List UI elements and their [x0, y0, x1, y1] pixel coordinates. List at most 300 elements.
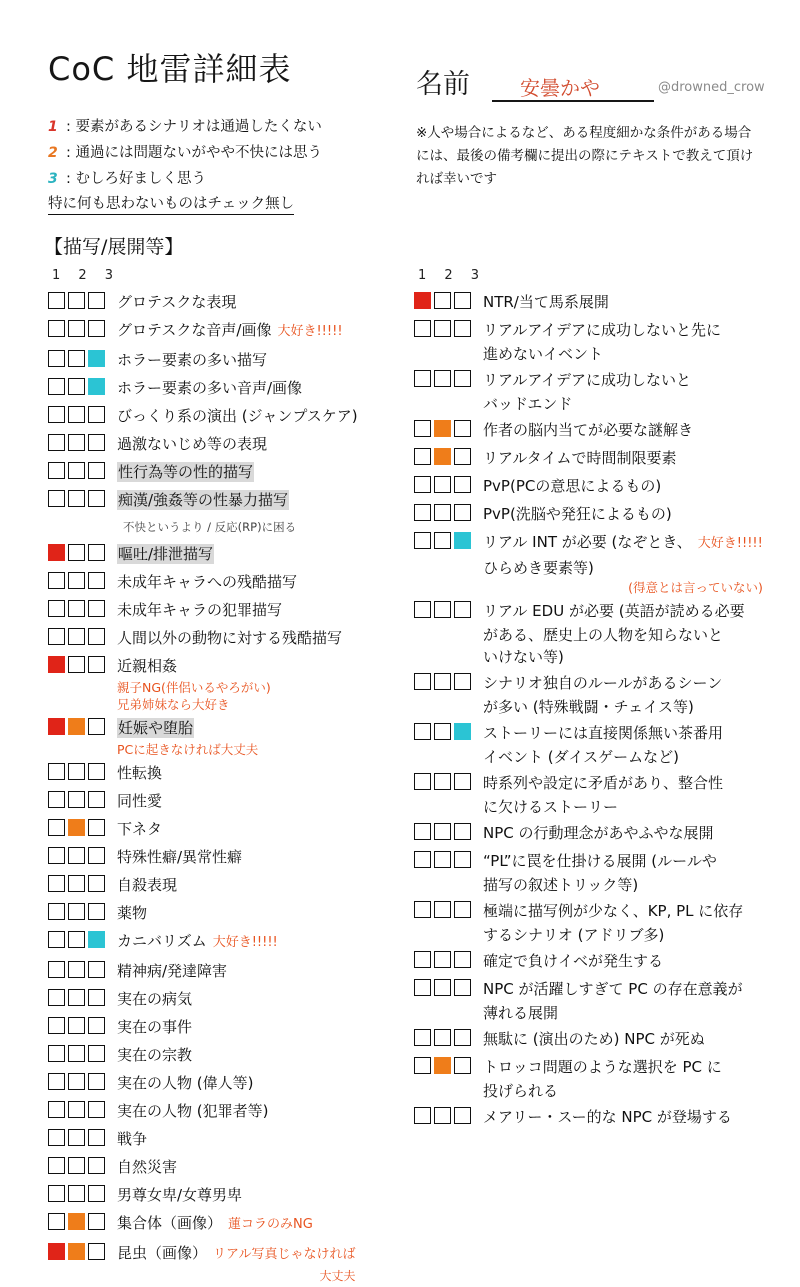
checkbox-level-3[interactable] [88, 292, 105, 309]
checkbox-level-3[interactable] [454, 1107, 471, 1124]
legend-number-1: 1 [48, 119, 58, 135]
checklist-row [414, 1104, 784, 1130]
checklist-label-text: 時系列や設定に矛盾があり、整合性 [483, 774, 724, 792]
checkbox-level-1[interactable] [414, 851, 431, 868]
checkbox-level-3[interactable] [454, 851, 471, 868]
checklist-label-text: リアル INT が必要 (なぞとき、 [483, 533, 692, 551]
checklist-label [117, 1042, 192, 1068]
checkbox-level-1[interactable] [48, 350, 65, 367]
checkbox-level-1[interactable] [48, 462, 65, 479]
checklist-annotation: 蓮コラのみNG [228, 1217, 313, 1232]
checkbox-level-3[interactable] [88, 462, 105, 479]
checklist-label [483, 289, 609, 315]
column-header-right: 1 2 3 [418, 268, 487, 283]
checklist-subnote: PCに起きなければ大丈夫 [117, 742, 259, 757]
legend-item-1 [48, 118, 408, 136]
checklist-label [117, 459, 254, 485]
checkbox-level-3[interactable] [88, 875, 105, 892]
checkbox-level-2[interactable] [68, 819, 85, 836]
checkbox-level-3[interactable] [88, 406, 105, 423]
checklist-row [48, 541, 408, 567]
checklist-row [48, 653, 408, 713]
checklist-column-right [414, 268, 784, 1132]
checkbox-level-2[interactable] [68, 1017, 85, 1034]
checklist-row [414, 1054, 784, 1102]
checkbox-level-3[interactable] [454, 292, 471, 309]
checkbox-level-1[interactable] [48, 406, 65, 423]
checklist-label-text: PvP(PCの意思によるもの) [483, 477, 662, 495]
checkbox-level-3[interactable] [88, 656, 105, 673]
checklist-label [117, 1098, 268, 1124]
submission-note: ※人や場合によるなど、ある程度細かな条件がある場合には、最後の備考欄に提出の際にテキストで教えて頂ければ幸いです [416, 125, 754, 187]
checkbox-group [414, 417, 471, 437]
checkbox-level-1[interactable] [48, 718, 65, 735]
legend-item-2 [48, 144, 408, 162]
checklist-label [117, 1014, 192, 1040]
checkbox-level-1[interactable] [414, 979, 431, 996]
checkbox-group [414, 445, 471, 465]
checklist-label-continued: 投げられる [483, 1082, 559, 1100]
checkbox-level-2[interactable] [434, 292, 451, 309]
name-value: 安曇かや [520, 76, 600, 100]
checkbox-group [414, 1026, 471, 1046]
checkbox-level-3[interactable] [88, 791, 105, 808]
checkbox-level-3[interactable] [454, 601, 471, 618]
checklist-label-text: 確定で負けイベが発生する [483, 952, 664, 970]
checklist-label [117, 289, 236, 315]
checklist-label-text: 自殺表現 [117, 876, 178, 894]
checkbox-group [48, 760, 105, 780]
checkbox-level-3[interactable] [88, 819, 105, 836]
checkbox-group [48, 900, 105, 920]
legend-number-2: 2 [48, 145, 58, 161]
checklist-subnote: 兄弟姉妹なら大好き [117, 697, 230, 712]
checkbox-level-3[interactable] [88, 544, 105, 561]
checkbox-group [48, 986, 105, 1006]
checkbox-level-3[interactable] [88, 1213, 105, 1230]
checkbox-level-3[interactable] [454, 370, 471, 387]
checkbox-level-2[interactable] [68, 628, 85, 645]
checkbox-level-1[interactable] [48, 1073, 65, 1090]
checkbox-level-2[interactable] [434, 320, 451, 337]
checklist-row [414, 317, 784, 365]
checklist-row [48, 347, 408, 373]
checklist-row [414, 898, 784, 946]
checklist-label [117, 1126, 147, 1152]
checklist-row [414, 598, 784, 668]
checklist-row [414, 770, 784, 818]
checklist-label-continued: バッドエンド [483, 395, 573, 413]
checkbox-level-2[interactable] [434, 1107, 451, 1124]
checkbox-level-1[interactable] [414, 1057, 431, 1074]
checkbox-level-2[interactable] [434, 723, 451, 740]
checkbox-level-2[interactable] [68, 406, 85, 423]
checkbox-level-1[interactable] [48, 628, 65, 645]
checkbox-level-1[interactable] [414, 1107, 431, 1124]
checklist-label [117, 487, 408, 539]
checkbox-level-1[interactable] [48, 572, 65, 589]
checkbox-level-1[interactable] [48, 1185, 65, 1202]
checklist-label-continued: が多い (特殊戦闘・チェイス等) [483, 698, 694, 716]
checkbox-level-3[interactable] [88, 847, 105, 864]
checklist-row [48, 715, 408, 758]
checkbox-level-3[interactable] [88, 600, 105, 617]
checkbox-level-3[interactable] [88, 1101, 105, 1118]
checkbox-level-2[interactable] [434, 773, 451, 790]
checklist-label-text: 過激ないじめ等の表現 [117, 435, 268, 453]
checkbox-level-3[interactable] [88, 763, 105, 780]
checkbox-level-3[interactable] [454, 504, 471, 521]
checkbox-level-2[interactable] [434, 504, 451, 521]
checkbox-level-2[interactable] [68, 1157, 85, 1174]
checklist-label-continued-2: いけない等) [483, 648, 564, 666]
checkbox-level-1[interactable] [48, 1101, 65, 1118]
checkbox-level-2[interactable] [68, 961, 85, 978]
checklist-label [117, 715, 258, 741]
checklist-row [48, 375, 408, 401]
checklist-label-text: リアルアイデアに成功しないと先に [483, 321, 722, 339]
checklist-label [483, 367, 691, 393]
checkbox-level-3[interactable] [88, 1073, 105, 1090]
checkbox-level-2[interactable] [68, 600, 85, 617]
checkbox-level-3[interactable] [88, 1157, 105, 1174]
checkbox-level-1[interactable] [414, 370, 431, 387]
checkbox-group [48, 541, 105, 561]
checkbox-level-1[interactable] [414, 723, 431, 740]
checkbox-level-3[interactable] [454, 951, 471, 968]
checkbox-level-2[interactable] [68, 656, 85, 673]
checkbox-level-3[interactable] [454, 448, 471, 465]
checklist-label [117, 760, 162, 786]
checkbox-level-2[interactable] [434, 1057, 451, 1074]
checkbox-level-2[interactable] [68, 462, 85, 479]
checkbox-level-1[interactable] [48, 544, 65, 561]
checkbox-group [414, 289, 471, 309]
checklist-label-continued: 進めないイベント [483, 345, 604, 363]
checkbox-level-3[interactable] [454, 1057, 471, 1074]
checklist-row [414, 976, 784, 1024]
checkbox-group [414, 848, 471, 868]
checklist-label [483, 720, 723, 746]
checkbox-group [414, 670, 471, 690]
checkbox-level-1[interactable] [48, 961, 65, 978]
checklist-label [117, 816, 162, 842]
checkbox-level-3[interactable] [88, 1017, 105, 1034]
checkbox-level-1[interactable] [48, 1129, 65, 1146]
checklist-row [414, 445, 784, 471]
checkbox-level-2[interactable] [68, 791, 85, 808]
checklist-row [48, 1240, 408, 1285]
checkbox-group [48, 1154, 105, 1174]
checkbox-level-1[interactable] [414, 951, 431, 968]
checkbox-level-1[interactable] [414, 292, 431, 309]
checkbox-level-3[interactable] [88, 1129, 105, 1146]
checkbox-level-1[interactable] [48, 763, 65, 780]
checkbox-level-1[interactable] [48, 931, 65, 948]
checkbox-group [48, 487, 105, 507]
checkbox-level-1[interactable] [48, 1213, 65, 1230]
checkbox-level-3[interactable] [88, 903, 105, 920]
checkbox-level-3[interactable] [454, 476, 471, 493]
checkbox-level-2[interactable] [68, 931, 85, 948]
checklist-row [48, 487, 408, 539]
checkbox-level-2[interactable] [68, 1101, 85, 1118]
checkbox-level-2[interactable] [68, 572, 85, 589]
checkbox-group [48, 1014, 105, 1034]
checkbox-level-1[interactable] [414, 532, 431, 549]
checkbox-level-2[interactable] [68, 320, 85, 337]
checkbox-group [48, 844, 105, 864]
checklist-label-text: 人間以外の動物に対する残酷描写 [117, 629, 343, 647]
checklist-row [414, 948, 784, 974]
checklist-label-text: 性転換 [117, 764, 163, 782]
checklist-label-text: 実在の人物 (偉人等) [117, 1074, 254, 1092]
checkbox-group [48, 1042, 105, 1062]
checkbox-level-1[interactable] [48, 320, 65, 337]
checklist-label-text: 近親相姦 [117, 657, 178, 675]
checklist-label [117, 958, 227, 984]
checkbox-group [48, 872, 105, 892]
checkbox-level-1[interactable] [414, 504, 431, 521]
checklist-subnote: 親子NG(伴侶いるやろがい) [117, 680, 271, 695]
checkbox-group [48, 569, 105, 589]
checkbox-level-1[interactable] [48, 819, 65, 836]
checklist-label-text: NPC の行動理念があやふやな展開 [483, 824, 714, 842]
checkbox-level-1[interactable] [414, 320, 431, 337]
checkbox-level-3[interactable] [88, 1185, 105, 1202]
checklist-side-comment: 不快というより / 反応(RP)に困る [123, 519, 297, 534]
checklist-label-text: 実在の人物 (犯罪者等) [117, 1102, 269, 1120]
checkbox-level-1[interactable] [414, 901, 431, 918]
checklist-label-text: グロテスクな音声/画像 [117, 321, 272, 339]
checklist-label [483, 948, 663, 974]
checkbox-level-1[interactable] [48, 292, 65, 309]
checkbox-level-2[interactable] [68, 763, 85, 780]
checkbox-level-1[interactable] [48, 875, 65, 892]
checkbox-level-3[interactable] [88, 931, 105, 948]
checkbox-level-2[interactable] [434, 1029, 451, 1046]
checklist-label [117, 1070, 253, 1096]
checkbox-group [48, 317, 105, 337]
checklist-row [48, 872, 408, 898]
checklist-label [117, 317, 343, 345]
checkbox-level-1[interactable] [48, 378, 65, 395]
checklist-row [414, 417, 784, 443]
checkbox-level-2[interactable] [68, 718, 85, 735]
checkbox-level-2[interactable] [434, 370, 451, 387]
checklist-label [117, 569, 297, 595]
checkbox-level-1[interactable] [48, 1045, 65, 1062]
checkbox-level-2[interactable] [434, 476, 451, 493]
checkbox-level-2[interactable] [434, 601, 451, 618]
checklist-subnote: (得意とは言っていない) [628, 580, 763, 595]
checkbox-level-1[interactable] [414, 448, 431, 465]
checkbox-level-2[interactable] [68, 544, 85, 561]
checkbox-level-2[interactable] [68, 847, 85, 864]
checkbox-level-3[interactable] [88, 378, 105, 395]
checkbox-group [414, 820, 471, 840]
legend-item-3 [48, 170, 408, 188]
checkbox-level-2[interactable] [68, 1073, 85, 1090]
checklist-label [483, 670, 722, 696]
checkbox-level-3[interactable] [88, 572, 105, 589]
column-header-left: 1 2 3 [52, 268, 121, 283]
checkbox-level-2[interactable] [68, 875, 85, 892]
checklist-label-text: 同性愛 [117, 792, 163, 810]
checkbox-level-3[interactable] [454, 320, 471, 337]
checkbox-group [48, 1240, 105, 1260]
checkbox-level-2[interactable] [68, 1129, 85, 1146]
checkbox-level-3[interactable] [454, 723, 471, 740]
checklist-label-continued: するシナリオ (アドリブ多) [483, 926, 665, 944]
checkbox-level-1[interactable] [48, 490, 65, 507]
checkbox-level-3[interactable] [88, 1045, 105, 1062]
checkbox-group [48, 597, 105, 617]
checkbox-group [48, 1182, 105, 1202]
checklist-label-continued: 描写の叙述トリック等) [483, 876, 639, 894]
checkbox-level-3[interactable] [454, 673, 471, 690]
checkbox-level-1[interactable] [414, 420, 431, 437]
checkbox-level-1[interactable] [48, 847, 65, 864]
checkbox-level-3[interactable] [88, 961, 105, 978]
checkbox-level-1[interactable] [414, 1029, 431, 1046]
checklist-row [48, 900, 408, 926]
checklist-row [48, 625, 408, 651]
checkbox-level-1[interactable] [48, 1243, 65, 1260]
checkbox-level-1[interactable] [414, 823, 431, 840]
checkbox-group [48, 1070, 105, 1090]
checkbox-level-2[interactable] [68, 903, 85, 920]
checkbox-level-2[interactable] [434, 532, 451, 549]
checklist-row [48, 569, 408, 595]
checkbox-level-1[interactable] [414, 476, 431, 493]
checkbox-level-1[interactable] [48, 903, 65, 920]
checkbox-level-1[interactable] [414, 601, 431, 618]
checkbox-level-3[interactable] [454, 532, 471, 549]
checklist-label-text: 未成年キャラへの残酷描写 [117, 573, 298, 591]
checkbox-level-3[interactable] [88, 718, 105, 735]
checkbox-level-2[interactable] [68, 1185, 85, 1202]
checkbox-group [414, 976, 471, 996]
checklist-row [48, 1182, 408, 1208]
checkbox-level-2[interactable] [434, 673, 451, 690]
checklist-row [48, 844, 408, 870]
checklist-row [48, 788, 408, 814]
checkbox-level-3[interactable] [88, 989, 105, 1006]
checklist-row [414, 501, 784, 527]
checklist-row [48, 816, 408, 842]
checkbox-level-2[interactable] [68, 1213, 85, 1230]
checkbox-group [48, 403, 105, 423]
checklist-label [483, 445, 677, 471]
checklist-label [117, 986, 192, 1012]
checklist-label-text: 下ネタ [117, 820, 163, 838]
checklist-row [414, 820, 784, 846]
checkbox-level-1[interactable] [48, 656, 65, 673]
checkbox-level-3[interactable] [88, 434, 105, 451]
checkbox-level-1[interactable] [414, 673, 431, 690]
checkbox-level-2[interactable] [68, 1243, 85, 1260]
checklist-label-text: リアルアイデアに成功しないと [483, 371, 692, 389]
checklist-label-text: リアルタイムで時間制限要素 [483, 449, 677, 467]
checkbox-group [48, 347, 105, 367]
checkbox-group [414, 598, 471, 618]
checkbox-level-1[interactable] [414, 773, 431, 790]
checkbox-level-3[interactable] [454, 773, 471, 790]
checkbox-group [414, 720, 471, 740]
legend-note: 特に何も思わないものはチェック無し [48, 192, 294, 215]
checklist-row [48, 289, 408, 315]
checkbox-level-3[interactable] [88, 490, 105, 507]
checklist-label [483, 529, 763, 557]
checklist-label [483, 317, 721, 343]
checklist-annotation-continued: 大丈夫 [319, 1269, 356, 1283]
checkbox-level-2[interactable] [68, 490, 85, 507]
checkbox-level-2[interactable] [434, 951, 451, 968]
checklist-row [414, 289, 784, 315]
checklist-label [117, 541, 214, 567]
checklist-row [48, 958, 408, 984]
checkbox-level-2[interactable] [68, 989, 85, 1006]
checkbox-level-3[interactable] [454, 901, 471, 918]
checkbox-level-2[interactable] [68, 434, 85, 451]
checkbox-level-2[interactable] [68, 378, 85, 395]
legend-text-1: : 要素があるシナリオは通過したくない [66, 119, 322, 135]
checkbox-level-1[interactable] [48, 434, 65, 451]
checkbox-level-2[interactable] [68, 292, 85, 309]
checklist-label [483, 473, 661, 499]
checklist-label-continued: に欠けるストーリー [483, 798, 619, 816]
checkbox-level-2[interactable] [434, 448, 451, 465]
checkbox-level-2[interactable] [68, 1045, 85, 1062]
checkbox-level-1[interactable] [48, 791, 65, 808]
checkbox-level-1[interactable] [48, 1157, 65, 1174]
checkbox-level-3[interactable] [454, 1029, 471, 1046]
checkbox-level-1[interactable] [48, 989, 65, 1006]
checkbox-level-3[interactable] [454, 823, 471, 840]
checkbox-level-3[interactable] [88, 628, 105, 645]
checklist-row [48, 760, 408, 786]
legend [48, 118, 408, 196]
checklist-label [117, 872, 177, 898]
checkbox-level-3[interactable] [88, 320, 105, 337]
checklist-label [483, 898, 743, 924]
checkbox-level-2[interactable] [434, 979, 451, 996]
checklist-row [414, 720, 784, 768]
checkbox-level-2[interactable] [434, 901, 451, 918]
checkbox-level-1[interactable] [48, 600, 65, 617]
checklist-label-continued: 薄れる展開 [483, 1004, 559, 1022]
checkbox-level-3[interactable] [88, 1243, 105, 1260]
name-label: 名前 [416, 69, 470, 100]
checkbox-level-2[interactable] [434, 851, 451, 868]
checkbox-group [414, 948, 471, 968]
checkbox-level-3[interactable] [88, 350, 105, 367]
checklist-label [117, 928, 278, 956]
checkbox-level-3[interactable] [454, 420, 471, 437]
checklist-label [117, 347, 267, 373]
checklist-row [414, 367, 784, 415]
checklist-label [483, 1054, 722, 1080]
checkbox-group [414, 770, 471, 790]
checkbox-level-3[interactable] [454, 979, 471, 996]
checkbox-group [414, 529, 471, 549]
checkbox-level-2[interactable] [68, 350, 85, 367]
checklist-label [117, 1240, 356, 1268]
checkbox-level-2[interactable] [434, 420, 451, 437]
checkbox-level-1[interactable] [48, 1017, 65, 1034]
checkbox-level-2[interactable] [434, 823, 451, 840]
